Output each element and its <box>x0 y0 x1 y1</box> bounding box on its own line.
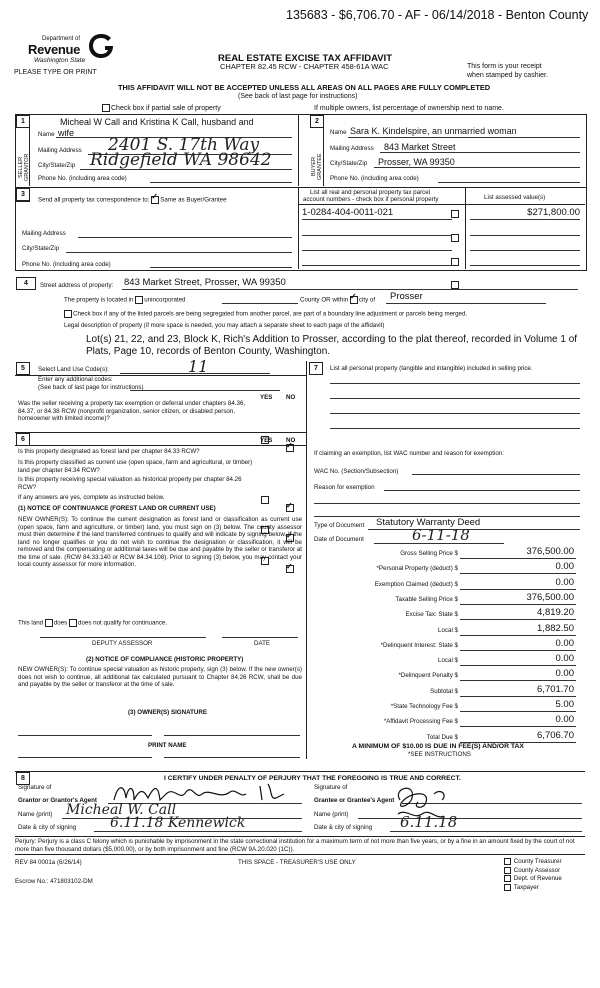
s6-yes: YES <box>260 437 273 444</box>
if-yes-note: If any answers are yes, complete as instructed below. <box>18 494 165 501</box>
washington-label: Washington State <box>34 57 86 64</box>
s5-no: NO <box>286 394 296 401</box>
deputy-date: DATE <box>254 640 271 647</box>
notice-compliance-body: NEW OWNER(S): To continue special valuation as historic property, sign (3) below. If the new owner(s) does not wish to continue, all additional tax calculated pursuant to Chapter 84.26 RCW, shall be due and payable by the seller or transferor at the time of sale. <box>18 666 302 688</box>
seller-phone-label: Phone No. (including area code) <box>38 175 127 182</box>
land-use-label: Select Land Use Code(s): <box>38 366 109 373</box>
current-use-question: Is this property classified as current use (open space, farm and agricultural, or timber) land per chapter 84.34 RCW? <box>18 459 253 474</box>
doc-date-value[interactable]: 6-11-18 <box>412 526 470 544</box>
land-use-value[interactable]: 11 <box>188 357 209 376</box>
notice-compliance-title: (2) NOTICE OF COMPLIANCE (HISTORIC PROPERTY) <box>86 656 244 663</box>
doc-date-label: Date of Document <box>314 536 364 543</box>
parcel-header-2: account numbers - check box if personal property <box>303 196 439 203</box>
buyer-phone-label: Phone No. (including area code) <box>330 175 419 182</box>
legal-line1: Lot(s) 21, 22, and 23, Block K, Rich's Addition to Prosser, according to the plat thereof, recorded in Volume 1 of <box>86 334 578 345</box>
county-within-label: County OR within <box>300 296 349 304</box>
recording-stamp: 135683 - $6,706.70 - AF - 06/14/2018 - Benton County <box>286 8 589 22</box>
grantor-sig-label: Signature of <box>18 784 52 791</box>
tax-row-label: *Affidavit Processing Fee $ <box>383 718 458 726</box>
segregated-checkbox[interactable] <box>64 310 72 318</box>
tax-row-label: Exemption Claimed (deduct) $ <box>374 580 458 588</box>
legal-line2: Plats, Page 10, records of Benton County, Washington. <box>86 346 331 357</box>
treasurer-space: THIS SPACE - TREASURER'S USE ONLY <box>238 859 356 866</box>
deputy-assessor: DEPUTY ASSESSOR <box>92 640 153 647</box>
buyer-mailing-value[interactable]: 843 Market Street <box>384 142 456 152</box>
copy-item <box>504 875 562 883</box>
grantor-date-label: Date & city of signing <box>18 824 77 831</box>
owner-signature-label: (3) OWNER(S) SIGNATURE <box>128 709 207 716</box>
s5-yes: YES <box>260 394 273 401</box>
dor-logo <box>8 36 118 68</box>
legal-label: Legal description of property (if more space is needed, you may attach a separate sheet to each page of the affidavit) <box>64 322 385 329</box>
multiple-owners-note: If multiple owners, list percentage of ownership next to name. <box>314 105 504 112</box>
grantee-date-label: Date & city of signing <box>314 824 373 831</box>
buyer-name-label: Name <box>330 129 347 136</box>
revenue-label: Revenue <box>28 42 81 57</box>
s3-mailing-label: Mailing Address <box>22 230 66 237</box>
tax-row-value[interactable]: 1,882.50 <box>537 622 574 634</box>
section-4-number: 4 <box>16 277 36 290</box>
personal-property-checkbox-2[interactable] <box>451 234 459 242</box>
does-checkbox[interactable] <box>45 619 53 627</box>
copy-label: Taxpayer <box>512 883 539 891</box>
tax-row-value[interactable]: 0.00 <box>555 653 574 665</box>
warning-text: THIS AFFIDAVIT WILL NOT BE ACCEPTED UNLESS ALL AREAS ON ALL PAGES ARE FULLY COMPLETED <box>118 83 491 92</box>
seller-city-value[interactable]: Ridgefield WA 98642 <box>90 150 272 170</box>
print-name-label: PRINT NAME <box>148 742 187 749</box>
parcel-number[interactable]: 1-0284-404-0011-021 <box>302 207 394 218</box>
segregated-label: Check box if any of the listed parcels are being segregated from another parcel, are part of a boundary line adjustment or parcels being merged. <box>73 310 468 318</box>
tax-row-value[interactable]: 376,500.00 <box>526 546 574 557</box>
tax-row-label: *Personal Property (deduct) $ <box>376 565 458 573</box>
s3-city-label: City/State/Zip <box>22 245 60 252</box>
personal-property-checkbox-1[interactable] <box>451 210 459 218</box>
same-as-buyer-checkbox[interactable] <box>151 196 159 204</box>
city-of-checkbox[interactable] <box>350 296 358 304</box>
located-in <box>64 296 186 304</box>
section-7-number: 7 <box>309 362 323 375</box>
notice-continuance-body: NEW OWNER(S): To continue the current designation as forest land or classification as current use (open space, farm and agriculture, or timber) land, you must sign on (3) below. The county assessor must then determine if the land transferred continues to qualify and will indicate by signing below. If the land no longer qualifies or you do not wish to continue the designation or classification, it will be removed and the compensating or additional taxes will be due and payable by the seller or transferor at the time of sale. (RCW 84.33.140 or RCW 84.34.108). Prior to signing (3) below, you may contact your local county assessor for more information. <box>18 516 302 568</box>
grantee-agent-label: Grantee or Grantee's Agent <box>314 797 395 804</box>
tax-row-label: Local $ <box>438 657 458 665</box>
unincorporated-label: unincorporated <box>144 296 186 304</box>
notice-continuance-title: (1) NOTICE OF CONTINUANCE (FOREST LAND OR CURRENT USE) <box>18 505 216 512</box>
form-title: REAL ESTATE EXCISE TAX AFFIDAVIT <box>218 53 393 64</box>
partial-sale-label: Check box if partial sale of property <box>111 104 221 112</box>
this-land-label: This land <box>18 619 44 627</box>
tax-row-label: Total Due $ <box>426 733 458 741</box>
segregated <box>64 310 467 318</box>
seller-city-label: City/State/Zip <box>38 162 76 169</box>
copy-label: County Assessor <box>512 866 561 874</box>
tax-row-value[interactable]: 6,701.70 <box>537 683 574 695</box>
s3-phone-label: Phone No. (including area code) <box>22 261 111 268</box>
copy-checkbox[interactable] <box>504 858 511 865</box>
see-instructions: (See back of last page for instructions) <box>238 93 358 100</box>
send-correspondence-label: Send all property tax correspondence to: <box>38 196 150 204</box>
copy-item <box>504 858 562 866</box>
buyer-city-value[interactable]: Prosser, WA 99350 <box>378 157 455 167</box>
please-type: PLEASE TYPE OR PRINT <box>14 69 97 76</box>
certify-statement: I CERTIFY UNDER PENALTY OF PERJURY THAT THE FOREGOING IS TRUE AND CORRECT. <box>164 775 461 782</box>
exemption-label: If claiming an exemption, list WAC number and reason for exemption: <box>314 450 504 457</box>
seller-mailing-label: Mailing Address <box>38 147 82 154</box>
escrow-number: Escrow No.: 471803102-DM <box>15 878 93 885</box>
partial-sale-checkbox[interactable] <box>102 104 110 112</box>
seller-name-label: Name <box>38 131 55 138</box>
assessed-value[interactable]: $271,800.00 <box>527 207 580 218</box>
exemption-question: Was the seller receiving a property tax exemption or deferral under chapters 84.36, 84.37, or 84.38 RCW (nonprofit organization, senior citizen, or disabled person, homeowner with limited income)? <box>18 400 246 422</box>
seller-name-line1: Micheal W Call and Kristina K Call, husband and <box>60 117 254 127</box>
section-1-number: 1 <box>16 115 30 128</box>
grantee-name-label: Name (print) <box>314 811 349 818</box>
copy-checkbox[interactable] <box>504 867 511 874</box>
grantor-name-value[interactable]: Micheal W. Call <box>66 802 177 818</box>
does-label: does <box>53 619 68 627</box>
see-instr-note: *SEE INSTRUCTIONS <box>408 751 471 758</box>
reason-label: Reason for exemption <box>314 484 375 491</box>
tax-row-label: *State Technology Fee $ <box>390 703 458 710</box>
buyer-city-label: City/State/Zip <box>330 160 368 167</box>
tax-row-value[interactable]: 0.00 <box>555 561 574 573</box>
parcel-header-1: List all real and personal property tax parcel <box>310 189 431 196</box>
county-within <box>300 296 375 304</box>
send-correspondence <box>38 196 227 204</box>
minimum-fee: A MINIMUM OF $10.00 IS DUE IN FEE(S) AND/OR TAX <box>352 743 524 750</box>
located-in-label: The property is located in <box>64 296 134 304</box>
doc-type-label: Type of Document <box>314 522 365 529</box>
buyer-name-value[interactable]: Sara K. Kindelspire, an unmarried woman <box>350 126 517 136</box>
tax-row-value[interactable]: 5.00 <box>555 699 574 710</box>
seller-name-line2[interactable]: wife <box>58 128 75 138</box>
does-not-label: does not qualify for continuance. <box>78 619 168 627</box>
section-8-number: 8 <box>16 772 30 785</box>
copy-checkbox[interactable] <box>504 875 511 882</box>
tax-row-value[interactable]: 0.00 <box>555 668 574 680</box>
section-2-number: 2 <box>310 115 324 128</box>
grantor-agent-label: Grantor or Grantor's Agent <box>18 797 97 804</box>
receipt-line1: This form is your receipt <box>467 63 542 70</box>
form-revision: REV 84 0001a (6/26/14) <box>15 859 82 866</box>
street-value[interactable]: 843 Market Street, Prosser, WA 99350 <box>124 277 286 288</box>
unincorporated-checkbox[interactable] <box>135 296 143 304</box>
grantee-date-value[interactable]: 6.11.18 <box>400 813 458 831</box>
tax-row-label: *Delinquent Interest: State $ <box>380 641 458 649</box>
tax-row-value[interactable]: 4,819.20 <box>537 607 574 619</box>
copy-label: Dept. of Revenue <box>512 875 562 883</box>
seller-mailing-value[interactable]: 2401 S. 17th Way <box>108 135 260 155</box>
tax-row-value[interactable]: 0.00 <box>555 576 574 588</box>
tax-row-value[interactable]: 376,500.00 <box>526 591 574 603</box>
wac-label: WAC No. (Section/Subsection) <box>314 468 399 475</box>
personal-property-checkbox-3[interactable] <box>451 258 459 266</box>
copy-item <box>504 884 539 892</box>
section-5-number: 5 <box>16 362 30 375</box>
receipt-line2: when stamped by cashier. <box>467 72 548 79</box>
tax-row-label: *Delinquent Penalty $ <box>398 672 458 680</box>
perjury-notice: Perjury: Perjury is a class C felony which is punishable by imprisonment in the state correctional institution for a maximum term of not more than five years, or by a fine in an amount fixed by the court of not more than five thousand dollars ($5,000.00), or by both imprisonment and fine (RCW 9A.20.020 (1C)). <box>15 838 575 853</box>
s6-no: NO <box>286 437 296 444</box>
section-6-number: 6 <box>16 433 30 446</box>
partial-sale-check[interactable] <box>102 104 221 113</box>
tax-row-value[interactable]: 6,706.70 <box>537 729 574 741</box>
personal-property-label: List all personal property (tangible and intangible) included in selling price. <box>330 365 533 372</box>
street-label: Street address of property: <box>40 282 114 289</box>
revenue-logo-icon <box>88 32 114 60</box>
section-3-number: 3 <box>16 188 30 201</box>
tax-row-label: Subtotal $ <box>430 687 458 695</box>
city-value[interactable]: Prosser <box>390 291 423 302</box>
tax-row-label: Excise Tax: State $ <box>405 611 458 619</box>
historic-question: Is this property receiving special valuation as historical property per chapter 84.26 RCW? <box>18 476 242 491</box>
grantor-name-label: Name (print) <box>18 811 53 818</box>
seller-grantor-label: SELLER GRANTOR <box>18 153 30 181</box>
assessed-header: List assessed value(s) <box>484 194 546 201</box>
same-as-buyer-label: Same as Buyer/Grantee <box>160 196 227 204</box>
forest-no-checkbox[interactable] <box>286 504 294 512</box>
grantee-sig-label: Signature of <box>314 784 348 791</box>
buyer-grantee-label: BUYER GRANTEE <box>311 153 323 181</box>
personal-property-checkbox-4[interactable] <box>451 281 459 289</box>
tax-row-label: Gross Selling Price $ <box>400 550 458 557</box>
additional-see-last: (See back of last page for instructions) <box>38 384 144 391</box>
tax-row-label: Taxable Selling Price $ <box>395 595 458 603</box>
form-chapter: CHAPTER 82.45 RCW - CHAPTER 458-61A WAC <box>220 62 389 71</box>
copy-checkbox[interactable] <box>504 884 511 891</box>
tax-row-value[interactable]: 0.00 <box>555 637 574 649</box>
forest-question: Is this property designated as forest land per chapter 84.33 RCW? <box>18 448 200 455</box>
additional-codes-label: Enter any additional codes: <box>38 376 113 383</box>
buyer-mailing-label: Mailing Address <box>330 145 374 152</box>
does-not-checkbox[interactable] <box>69 619 77 627</box>
doc-type-value[interactable]: Statutory Warranty Deed <box>376 517 481 528</box>
forest-yes-checkbox[interactable] <box>261 496 269 504</box>
tax-row-value[interactable]: 0.00 <box>555 714 574 726</box>
city-of-label: city of <box>358 296 376 304</box>
tax-row-label: Local $ <box>438 626 458 634</box>
dept-label: Department of <box>42 36 81 42</box>
grantor-date-value[interactable]: 6.11.18 Kennewick <box>110 815 246 831</box>
this-land <box>18 619 167 627</box>
copy-item <box>504 867 560 875</box>
copy-label: County Treasurer <box>512 858 562 866</box>
